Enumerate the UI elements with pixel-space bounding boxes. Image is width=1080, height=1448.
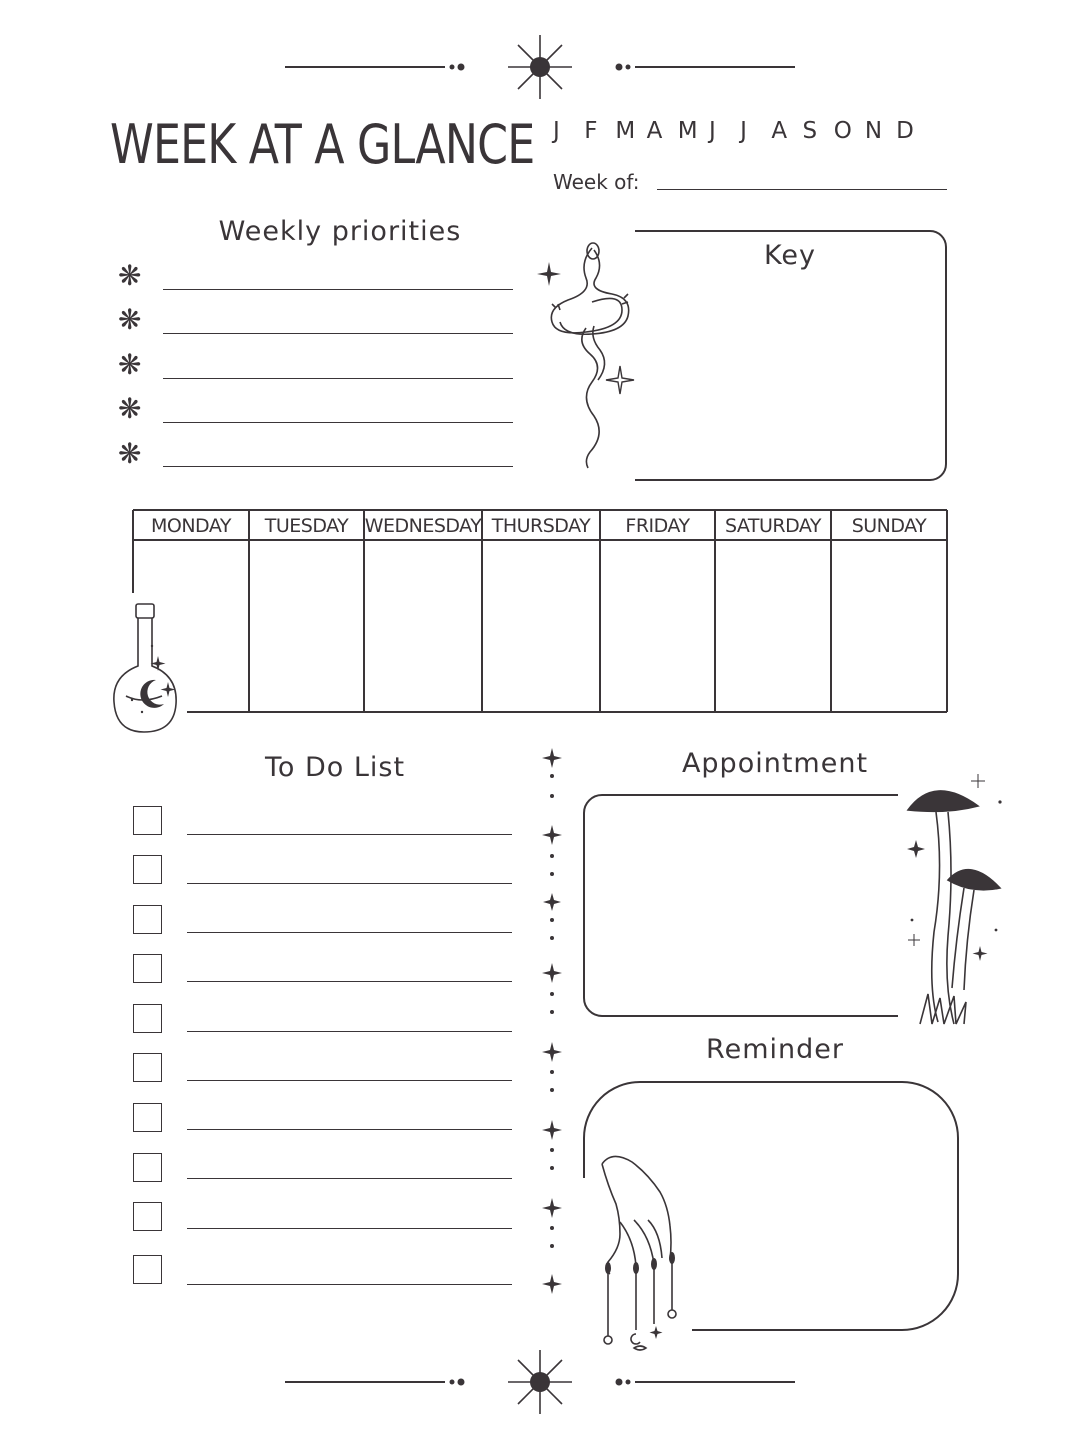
- priority-line[interactable]: [163, 333, 513, 334]
- day-thursday: THURSDAY: [491, 515, 591, 537]
- potion-bottle-illustration: [106, 600, 186, 740]
- reminder-heading: Reminder: [706, 1034, 844, 1065]
- todo-checkbox[interactable]: [133, 1255, 162, 1284]
- day-tuesday: TUESDAY: [264, 515, 349, 537]
- todo-line[interactable]: [187, 1031, 512, 1032]
- month-letter[interactable]: N: [864, 118, 883, 144]
- day-cell-saturday[interactable]: [717, 543, 831, 710]
- todo-checkbox[interactable]: [133, 1053, 162, 1082]
- priority-line[interactable]: [163, 289, 513, 290]
- month-letter[interactable]: A: [646, 118, 663, 144]
- todo-line[interactable]: [187, 1129, 512, 1130]
- todo-line[interactable]: [187, 932, 512, 933]
- flower-icon: ❋: [118, 303, 142, 336]
- day-header-row: [130, 510, 952, 542]
- todo-line[interactable]: [187, 981, 512, 982]
- todo-checkbox[interactable]: [133, 1202, 162, 1231]
- month-selector: [553, 118, 927, 144]
- week-of-label: Week of:: [553, 170, 640, 194]
- todo-line[interactable]: [187, 1080, 512, 1081]
- todo-line[interactable]: [187, 834, 512, 835]
- todo-checkbox[interactable]: [133, 1004, 162, 1033]
- todo-line[interactable]: [187, 883, 512, 884]
- flower-icon: ❋: [118, 259, 142, 292]
- todo-checkbox[interactable]: [133, 1153, 162, 1182]
- vertical-star-divider: [538, 748, 566, 1294]
- month-letter[interactable]: J: [708, 118, 716, 144]
- todo-line[interactable]: [187, 1284, 512, 1285]
- priority-line[interactable]: [163, 378, 513, 379]
- day-cell-friday[interactable]: [602, 543, 715, 710]
- todo-checkbox[interactable]: [133, 806, 162, 835]
- todo-heading: To Do List: [264, 752, 406, 783]
- flower-icon: ❋: [118, 348, 142, 381]
- top-celestial-divider: [280, 30, 800, 110]
- snake-illustration: [536, 236, 640, 476]
- day-saturday: SATURDAY: [724, 515, 822, 537]
- priority-line[interactable]: [163, 422, 513, 423]
- day-monday: MONDAY: [151, 515, 231, 537]
- priority-line[interactable]: [163, 466, 513, 467]
- appointment-heading: Appointment: [681, 748, 869, 779]
- day-cell-sunday[interactable]: [833, 543, 947, 710]
- month-letter[interactable]: D: [896, 118, 914, 144]
- todo-line[interactable]: [187, 1178, 512, 1179]
- appointment-box[interactable]: [580, 790, 904, 1022]
- month-letter[interactable]: J: [553, 118, 560, 144]
- key-heading: Key: [764, 240, 816, 271]
- todo-checkbox[interactable]: [133, 954, 162, 983]
- page-title: WEEK AT A GLANCE: [110, 113, 535, 176]
- mushroom-illustration: [900, 770, 1010, 1040]
- month-letter[interactable]: J: [740, 118, 747, 144]
- month-letter[interactable]: A: [771, 118, 788, 144]
- month-letter[interactable]: S: [802, 118, 818, 144]
- todo-checkbox[interactable]: [133, 1103, 162, 1132]
- day-cell-thursday[interactable]: [484, 543, 600, 710]
- week-of-field[interactable]: [657, 189, 947, 190]
- bottom-celestial-divider: [280, 1345, 800, 1425]
- day-friday: FRIDAY: [625, 515, 690, 537]
- todo-line[interactable]: [187, 1228, 512, 1229]
- day-sunday: SUNDAY: [851, 515, 927, 537]
- todo-checkbox[interactable]: [133, 905, 162, 934]
- month-letter[interactable]: O: [833, 118, 852, 144]
- day-cell-wednesday[interactable]: [366, 543, 482, 710]
- month-letter[interactable]: F: [584, 118, 598, 144]
- day-wednesday: WEDNESDAY: [364, 515, 482, 537]
- flower-icon: ❋: [118, 437, 142, 470]
- todo-checkbox[interactable]: [133, 855, 162, 884]
- month-letter[interactable]: M: [615, 118, 636, 144]
- month-letter[interactable]: M: [677, 118, 698, 144]
- day-cell-tuesday[interactable]: [251, 543, 364, 710]
- flower-icon: ❋: [118, 392, 142, 425]
- hand-illustration: [594, 1150, 690, 1360]
- priorities-heading: Weekly priorities: [218, 216, 462, 247]
